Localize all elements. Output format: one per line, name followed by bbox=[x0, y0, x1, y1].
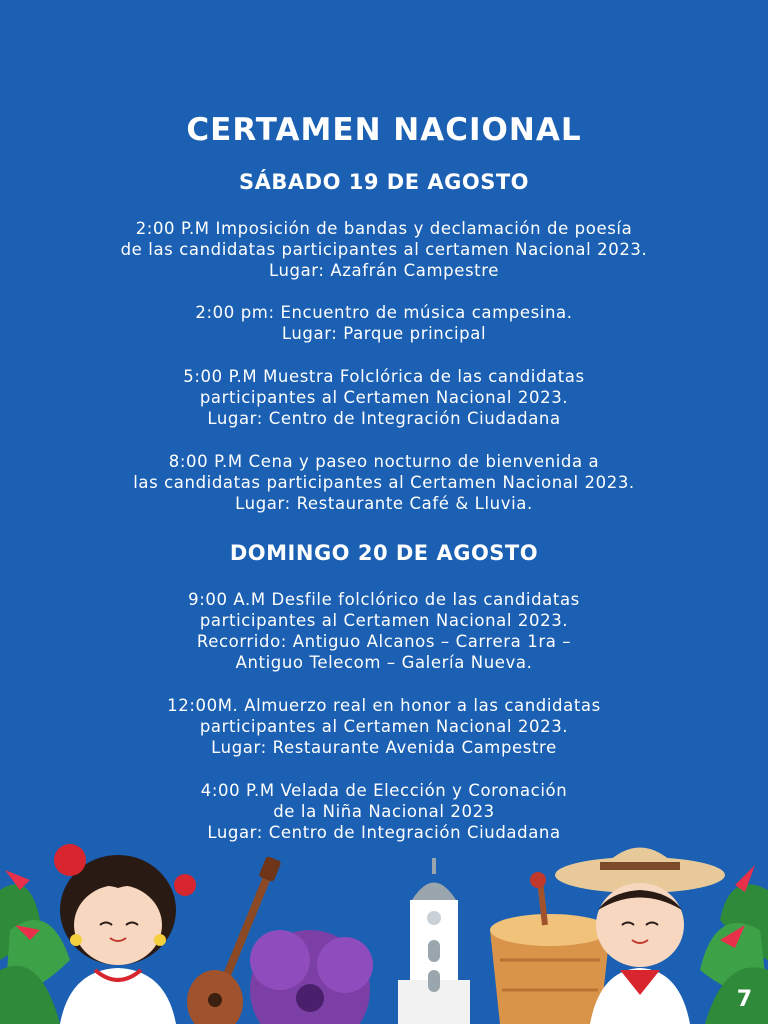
event-line: Lugar: Azafrán Campestre bbox=[268, 261, 500, 280]
day-heading-sunday: DOMINGO 20 DE AGOSTO bbox=[229, 541, 539, 565]
event-line: Lugar: Parque principal bbox=[281, 324, 487, 343]
event-sunday-1 bbox=[0, 589, 768, 673]
event-sunday-2 bbox=[0, 695, 768, 758]
page-title: CERTAMEN NACIONAL bbox=[186, 112, 582, 148]
page-number: 7 bbox=[736, 987, 752, 1012]
girl-character bbox=[54, 844, 196, 1024]
event-line: 9:00 A.M Desfile folclórico de las candidatas bbox=[188, 590, 580, 609]
event-line: Lugar: Restaurante Avenida Campestre bbox=[211, 738, 557, 757]
event-line: participantes al Certamen Nacional 2023. bbox=[199, 717, 569, 736]
event-line: 12:00M. Almuerzo real en honor a las candidatas bbox=[167, 696, 601, 715]
event-line: las candidatas participantes al Certamen Nacional 2023. bbox=[133, 473, 635, 492]
event-line: Antiguo Telecom – Galería Nueva. bbox=[235, 653, 533, 672]
flower-icon bbox=[250, 930, 373, 1024]
festival-illustration bbox=[0, 830, 768, 1024]
event-line: 5:00 P.M Muestra Folclórica de las candidatas bbox=[183, 367, 585, 386]
church-icon bbox=[398, 858, 470, 1024]
event-line: participantes al Certamen Nacional 2023. bbox=[199, 611, 569, 630]
event-saturday-2 bbox=[0, 302, 768, 344]
event-saturday-1 bbox=[0, 218, 768, 281]
event-line: participantes al Certamen Nacional 2023. bbox=[199, 388, 569, 407]
event-line: de las candidatas participantes al certamen Nacional 2023. bbox=[120, 240, 648, 259]
day-heading-saturday: SÁBADO 19 DE AGOSTO bbox=[239, 170, 529, 194]
event-line: Lugar: Centro de Integración Ciudadana bbox=[207, 823, 561, 842]
event-saturday-4 bbox=[0, 451, 768, 514]
event-line: 2:00 P.M Imposición de bandas y declamación de poesía bbox=[135, 219, 633, 238]
foliage-left bbox=[0, 870, 70, 1024]
event-line: 8:00 P.M Cena y paseo nocturno de bienvenida a bbox=[168, 452, 600, 471]
event-line: Lugar: Restaurante Café & Lluvia. bbox=[235, 494, 533, 513]
foliage-right bbox=[700, 865, 768, 1024]
event-line: 2:00 pm: Encuentro de música campesina. bbox=[195, 303, 573, 322]
event-line: 4:00 P.M Velada de Elección y Coronación bbox=[200, 781, 568, 800]
event-line: Lugar: Centro de Integración Ciudadana bbox=[207, 409, 561, 428]
event-saturday-3 bbox=[0, 366, 768, 429]
drum-icon bbox=[490, 872, 610, 1024]
event-line: de la Niña Nacional 2023 bbox=[273, 802, 495, 821]
event-line: Recorrido: Antiguo Alcanos – Carrera 1ra – bbox=[196, 632, 572, 651]
